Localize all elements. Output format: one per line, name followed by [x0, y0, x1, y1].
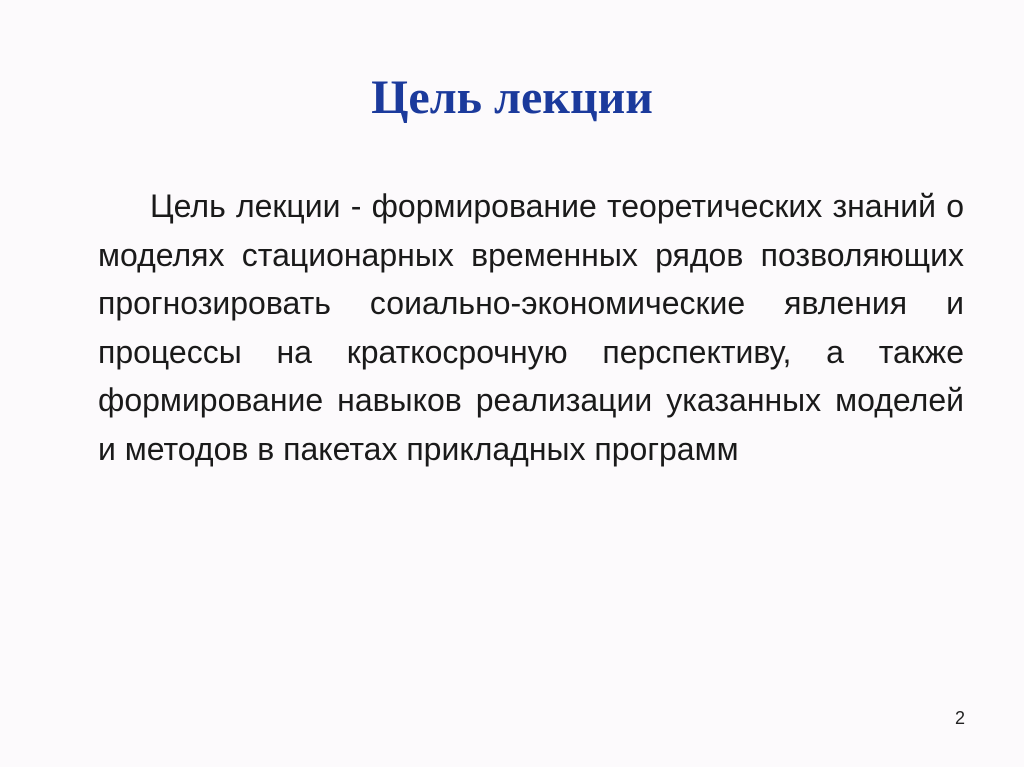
slide-body-text: Цель лекции - формирование теоретических знаний о моделях стационарных временных рядов позволяющих прогнозировать соиально-экономические явления и процессы на краткосрочную перспективу, а также формирование навыков реализации указанных моделей и методов в пакетах прикладных программ [98, 188, 964, 467]
slide-title: Цель лекции [371, 71, 653, 124]
page-number: 2 [954, 708, 965, 728]
